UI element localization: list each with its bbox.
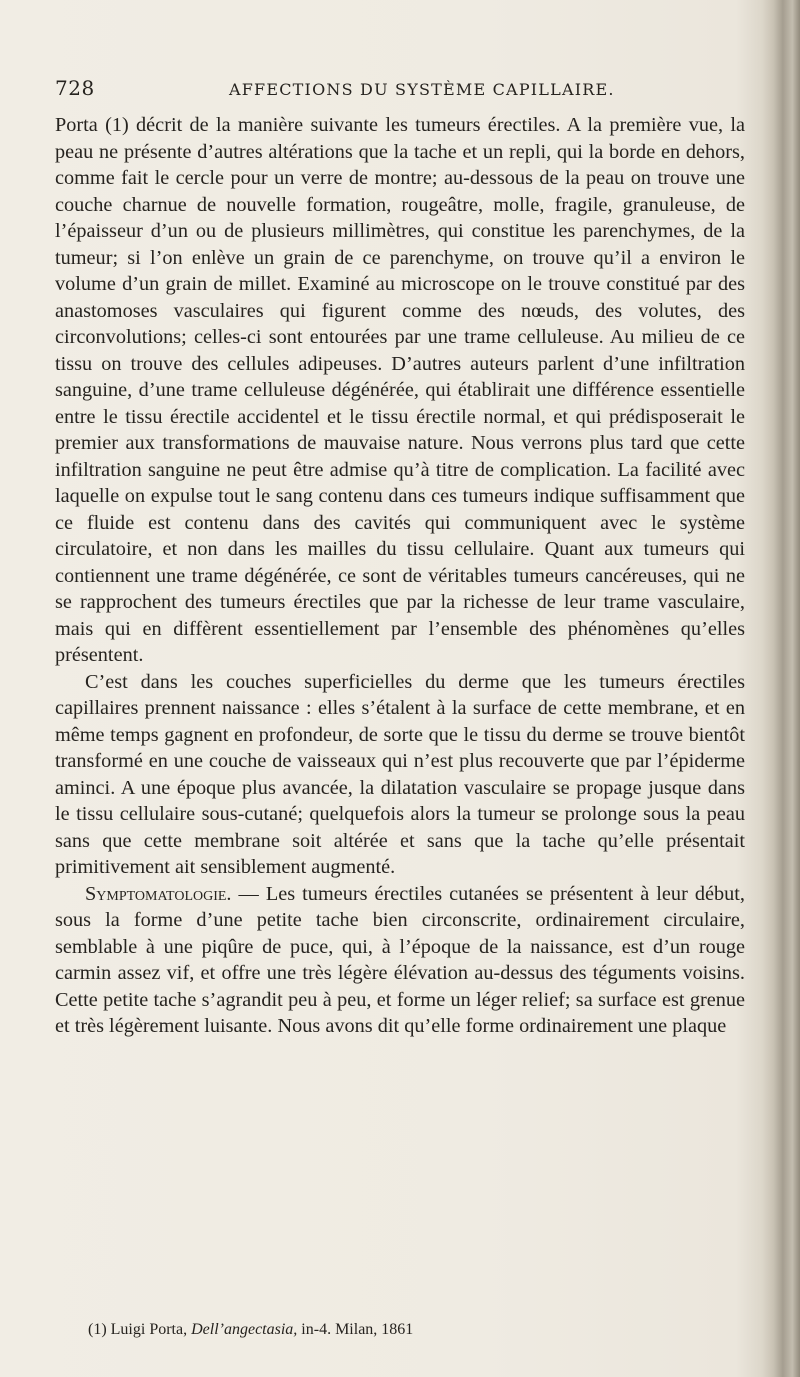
paragraph-3 [55, 881, 745, 1040]
section-heading-symptomatologie: Symptomatologie. [85, 882, 232, 905]
running-title: AFFECTIONS DU SYSTÈME CAPILLAIRE. [229, 80, 615, 99]
footnote-author: Luigi Porta, [110, 1321, 188, 1338]
footnote [88, 1320, 738, 1340]
paragraph-1: Porta (1) décrit de la manière suivante les tumeurs érectiles. A la première vue, la peau ne présente d’autres altérations que la tache et un repli, qui la borde en dehors, comme fait le cercle pour un verre de montre; au-dessous de la peau on trouve une couche charnue de nouvelle formation, rougeâtre, molle, fragile, granuleuse, de l’épaisseur d’un ou de plusieurs millimètres, qui constitue les parenchymes, de la tumeur; si l’on enlève un grain de ce parenchyme, on trouve qu’il a environ le volume d’un grain de millet. Examiné au microscope on le trouve constitué par des anastomoses vasculaires qui figurent comme des nœuds, des volutes, des circonvolutions; celles-ci sont entourées par une trame celluleuse. Au milieu de ce tissu on trouve des cellules adipeuses. D’autres auteurs parlent d’une infiltration sanguine, d’une trame celluleuse dégénérée, qui établirait une différence essentielle entre le tissu érectile accidentel et le tissu érectile normal, et qui prédisposerait le premier aux transformations de mauvaise nature. Nous verrons plus tard que cette infiltration sanguine ne peut être admise qu’à titre de complication. La facilité avec laquelle on expulse tout le sang contenu dans ces tumeurs indique suffisamment que ce fluide est contenu dans des cavités qui communiquent avec le système circulatoire, et non dans les mailles du tissu cellulaire. Quant aux tumeurs qui contiennent une trame dégénérée, ce sont de véritables tumeurs cancéreuses, qui ne se rapprochent des tumeurs érectiles que par la richesse de leur trame vasculaire, mais qui en diffèrent essentiellement par l’ensemble des phénomènes qu’elles présentent. [55, 114, 745, 666]
page-header [55, 76, 745, 108]
footnote-work: Dell’angectasia, [191, 1321, 298, 1338]
paragraph-3-text: — Les tumeurs érectiles cutanées se présentent à leur début, sous la forme d’une petite tache bien circonscrite, ordinairement circulaire, semblable à une piqûre de puce, qui, à l’époque de la naissance, est d’un rouge carmin assez vif, et offre une très légère élévation au-dessus des téguments voisins. Cette petite tache s’agrandit peu à peu, et forme un léger relief; sa surface est grenue et très légèrement luisante. Nous avons dit qu’elle forme ordinairement une plaque [55, 882, 745, 1037]
paragraph-2: C’est dans les couches superficielles du derme que les tumeurs érectiles capillaires prennent naissance : elles s’étalent à la surface de cette membrane, et en même temps gagnent en profondeur, de sorte que le tissu du derme se trouve bientôt transformé en une couche de vaisseaux qui n’est plus recouverte que par l’épiderme aminci. A une époque plus avancée, la dilatation vasculaire se propage jusque dans le tissu cellulaire sous-cutané; quelquefois alors la tumeur se prolonge sous la peau sans que cette membrane soit altérée et sans que la tache qu’elle présentait primitivement ait sensiblement augmenté. [55, 670, 745, 878]
page-number: 728 [55, 76, 95, 100]
body-text [55, 112, 745, 1040]
footnote-details: in-4. Milan, 1861 [301, 1321, 414, 1338]
footnote-marker: (1) [88, 1321, 107, 1338]
page-binding-edge [762, 0, 800, 1377]
